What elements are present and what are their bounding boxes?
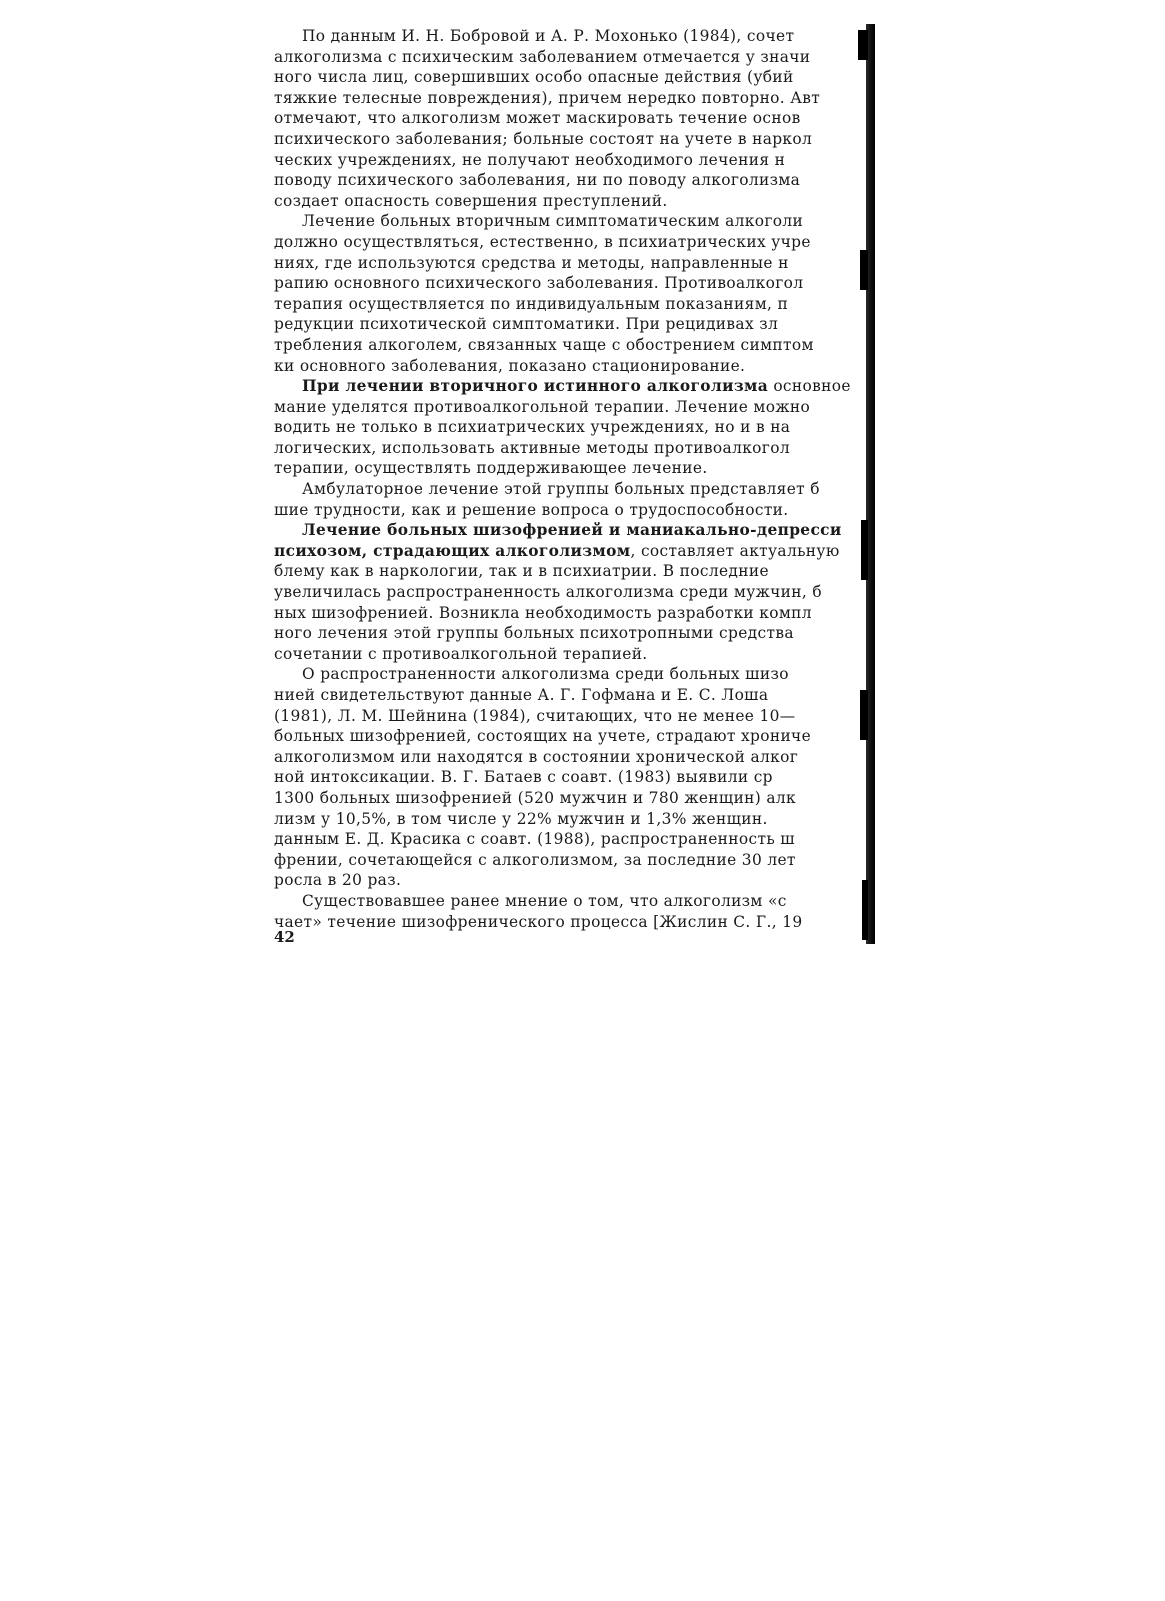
text-line: водить не только в психиатрических учреждениях, но и в на xyxy=(274,418,791,437)
text-line: терапия осуществляется по индивидуальным показаниям, п xyxy=(274,294,789,313)
text-line: нией свидетельствуют данные А. Г. Гофмана и Е. С. Лоша xyxy=(274,686,769,704)
gutter-blot xyxy=(860,250,868,290)
text-line: терапии, осуществлять поддерживающее лечение. xyxy=(274,459,708,478)
text-line: редукции психотической симптоматики. При рецидивах зл xyxy=(274,315,779,334)
text-line: ческих учреждениях, не получают необходимого лечения н xyxy=(274,150,786,169)
text-line: шие трудности, как и решение вопроса о трудоспособности. xyxy=(274,500,789,519)
text-line: ного числа лиц, совершивших особо опасные действия (убий xyxy=(274,68,794,87)
bold-heading-text: психозом, страдающих алкоголизмом xyxy=(274,541,631,560)
text-line: психического заболевания; больные состоят на учете в наркол xyxy=(274,129,813,148)
text-line: френии, сочетающейся с алкоголизмом, за последние 30 лет xyxy=(274,850,796,869)
text-line: поводу психического заболевания, ни по поводу алкоголизма xyxy=(274,171,801,190)
text-line: отмечают, что алкоголизм может маскировать течение основ xyxy=(274,109,801,128)
gutter-blot xyxy=(860,690,868,740)
gutter-blot xyxy=(862,880,868,940)
text-line: По данным И. Н. Бобровой и А. Р. Мохонько (1984), сочет xyxy=(302,27,795,45)
text-fragment: основное xyxy=(768,377,851,396)
text-line: ки основного заболевания, показано стационирование. xyxy=(274,356,746,375)
text-line: ной интоксикации. В. Г. Батаев с соавт. (1983) выявили ср xyxy=(274,768,773,787)
bold-heading-text: При лечении вторичного истинного алкоголизма xyxy=(302,377,769,396)
text-line: алкоголизмом или находятся в состоянии хронической алког xyxy=(274,747,799,766)
text-line: блему как в наркологии, так и в психиатрии. В последние xyxy=(274,562,769,581)
bold-heading-line: Лечение больных шизофренией и маниакально-депресси xyxy=(302,521,842,540)
page-number: 42 xyxy=(274,928,295,946)
text-line xyxy=(274,541,874,562)
text-line xyxy=(274,376,874,397)
text-line: увеличилась распространенность алкоголизма среди мужчин, б xyxy=(274,583,822,602)
text-line: лизм у 10,5%, в том числе у 22% мужчин и 1,3% женщин. xyxy=(274,809,768,828)
text-line: рапию основного психического заболевания. Противоалкогол xyxy=(274,274,804,293)
text-fragment: , составляет актуальную xyxy=(630,541,840,560)
text-line: Лечение больных вторичным симптоматическим алкоголи xyxy=(302,212,804,231)
text-line: логических, использовать активные методы противоалкогол xyxy=(274,438,790,457)
text-line: больных шизофренией, состоящих на учете, страдают хрониче xyxy=(274,727,812,746)
text-line: Амбулаторное лечение этой группы больных представляет б xyxy=(302,480,820,499)
text-line: (1981), Л. М. Шейнина (1984), считающих, что не менее 10— xyxy=(274,706,796,725)
gutter-blot xyxy=(858,30,868,60)
page-gutter-shadow xyxy=(866,24,875,944)
text-line: ного лечения этой группы больных психотропными средства xyxy=(274,624,794,643)
text-line: мание уделятся противоалкогольной терапии. Лечение можно xyxy=(274,397,811,416)
text-line: росла в 20 раз. xyxy=(274,871,402,890)
text-line: Существовавшее ранее мнение о том, что алкоголизм «с xyxy=(302,891,787,910)
text-line: ниях, где используются средства и методы, направленные н xyxy=(274,253,789,272)
text-line: чает» течение шизофренического процесса [Жислин С. Г., 19 xyxy=(274,912,803,931)
gutter-blot xyxy=(861,520,868,580)
text-line: данным Е. Д. Красика с соавт. (1988), распространенность ш xyxy=(274,830,795,849)
text-line: ных шизофренией. Возникла необходимость разработки компл xyxy=(274,603,812,622)
text-line: О распространенности алкоголизма среди больных шизо xyxy=(302,665,789,684)
body-text xyxy=(274,26,874,932)
text-line: требления алкоголем, связанных чаще с обострением симптом xyxy=(274,335,814,354)
text-line: тяжкие телесные повреждения), причем нередко повторно. Авт xyxy=(274,88,821,107)
text-line: сочетании с противоалкогольной терапией. xyxy=(274,644,648,663)
text-line: должно осуществляться, естественно, в психиатрических учре xyxy=(274,232,811,251)
text-line: создает опасность совершения преступлений. xyxy=(274,191,668,210)
text-line: 1300 больных шизофренией (520 мужчин и 780 женщин) алк xyxy=(274,788,797,807)
text-line: алкоголизма с психическим заболеванием отмечается у значи xyxy=(274,47,811,66)
